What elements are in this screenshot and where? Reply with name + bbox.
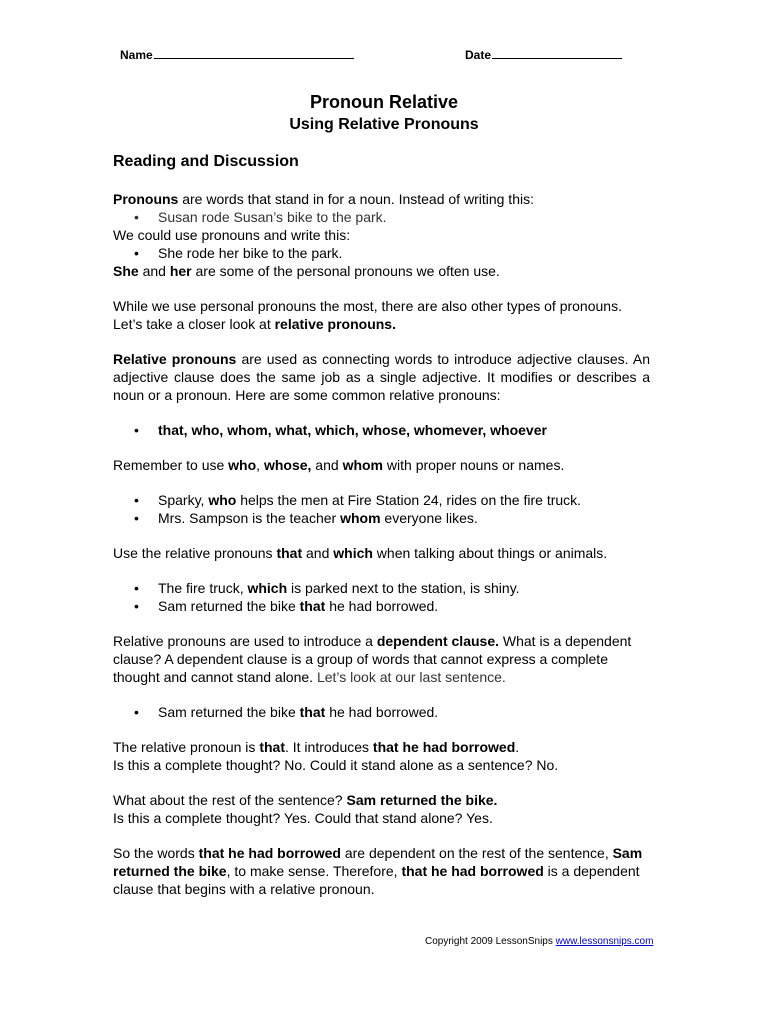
lessonsnips-link[interactable]: www.lessonsnips.com [555, 936, 654, 947]
paragraph-conclusion: So the words that he had borrowed are dependent on the rest of the sentence, Sam returned the bike, to make sense. Therefore, that he had borrowed is a dependent clause that begins with a relative pronoun. [113, 845, 643, 897]
list-item: • Mrs. Sampson is the teacher whom everyone likes. [113, 509, 650, 527]
list-item: • Sam returned the bike that he had borrowed. [113, 597, 650, 615]
page-subtitle: Using Relative Pronouns [289, 116, 479, 133]
list-item: • The fire truck, which is parked next to the station, is shiny. [113, 579, 650, 597]
name-field[interactable] [120, 46, 354, 62]
bullet-list [113, 579, 650, 615]
date-line [492, 46, 622, 59]
list-item: • Susan rode Susan’s bike to the park. [113, 208, 650, 226]
list-item: • Sam returned the bike that he had borrowed. [113, 703, 650, 721]
paragraph-dependent-clause: Relative pronouns are used to introduce a dependent clause. What is a dependent clause? A dependent clause is a group of words that cannot express a complete thought and cannot stand alone. Let’s look at our last sentence. [113, 633, 632, 685]
copyright-text: Copyright 2009 LessonSnips [425, 936, 556, 947]
paragraph-pronouns: Pronouns are words that stand in for a noun. Instead of writing this: [113, 191, 534, 207]
name-date-header [120, 46, 640, 66]
paragraph-who-whose-whom: Remember to use who, whose, and whom with proper nouns or names. [113, 457, 565, 473]
date-field[interactable] [465, 46, 622, 62]
page-title: Pronoun Relative [309, 92, 459, 112]
list-item: • Sparky, who helps the men at Fire Station 24, rides on the fire truck. [113, 491, 650, 509]
paragraph-could-use: We could use pronouns and write this: [113, 227, 351, 243]
list-item: • She rode her bike to the park. [113, 244, 650, 262]
bullet-list [113, 244, 650, 262]
bullet-list [113, 491, 650, 527]
paragraph-that-which: Use the relative pronouns that and which when talking about things or animals. [113, 545, 608, 561]
paragraph-relative-pronoun-is-that: The relative pronoun is that. It introduces that he had borrowed. Is this a complete thought? No. Could it stand alone as a sentence? No. [113, 739, 559, 773]
document-body [113, 190, 650, 898]
paragraph-she-her: She and her are some of the personal pronouns we often use. [113, 263, 500, 279]
bullet-list [113, 421, 650, 439]
bullet-list [113, 703, 650, 721]
name-label: Name [120, 48, 153, 62]
copyright-footer [425, 936, 653, 947]
section-heading: Reading and Discussion [113, 153, 299, 170]
date-label: Date [465, 48, 492, 62]
paragraph-relative-pronouns: Relative pronouns are used as connecting words to introduce adjective clauses. An adjective clause does the same job as a single adjective. It modifies or describes a noun or a pronoun. Here are some common relative pronouns: [113, 351, 650, 403]
paragraph-rest-of-sentence: What about the rest of the sentence? Sam returned the bike. Is this a complete thought? Yes. Could that stand alone? Yes. [113, 792, 498, 826]
paragraph-personal-pronouns: While we use personal pronouns the most, there are also other types of pronouns. Let’s take a closer look at relative pronouns. [113, 298, 622, 332]
bullet-list [113, 208, 650, 226]
list-item: • that, who, whom, what, which, whose, whomever, whoever [113, 421, 650, 439]
name-line [154, 46, 354, 59]
